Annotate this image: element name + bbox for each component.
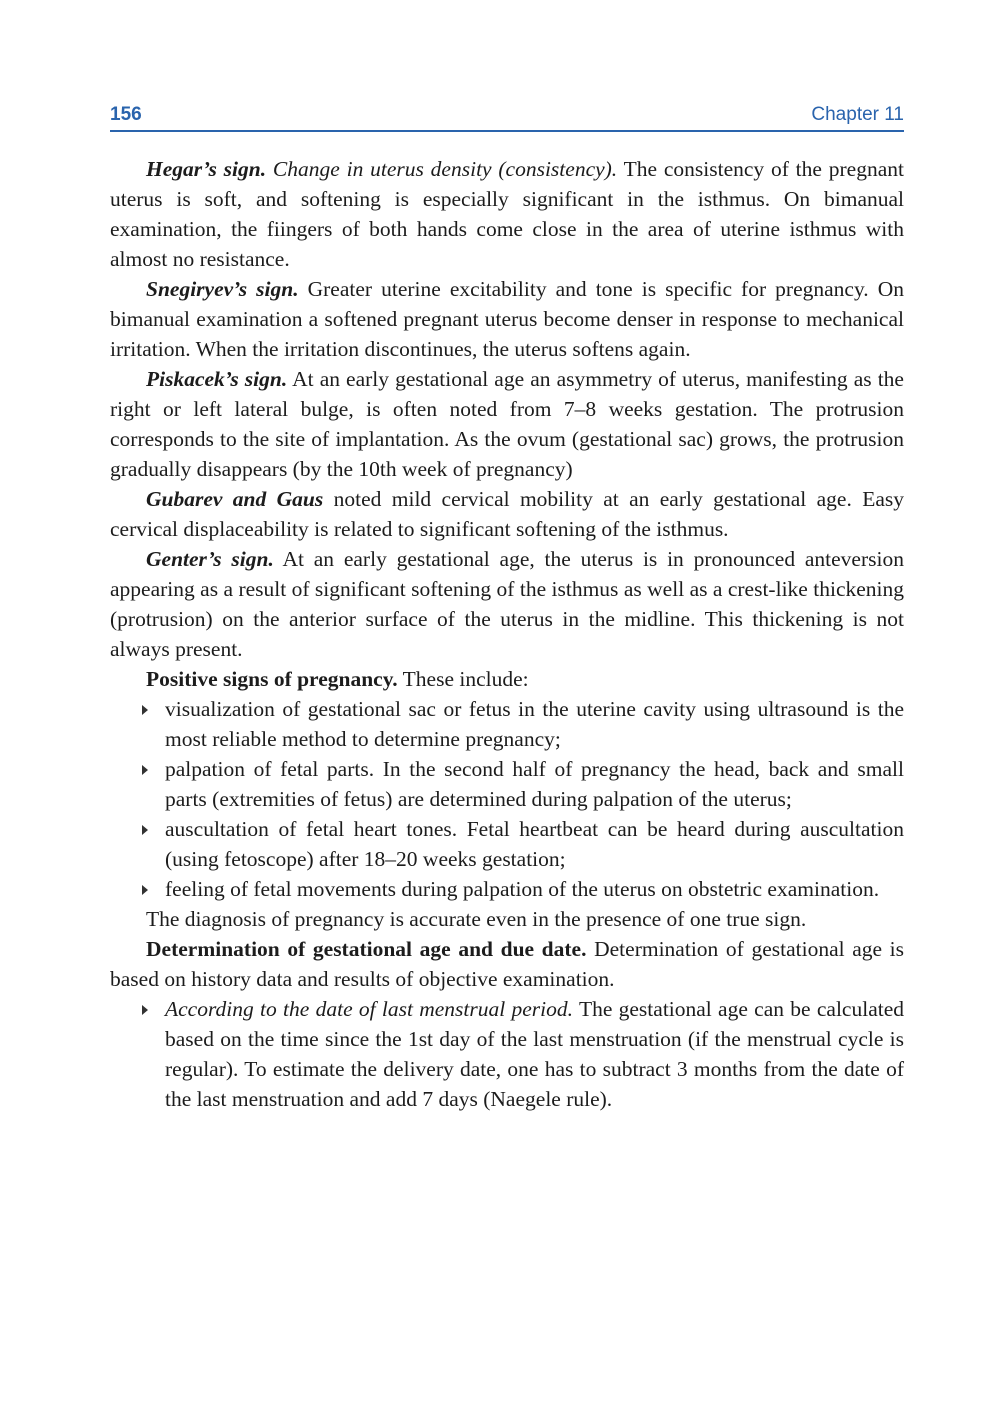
list-item: [165, 874, 904, 904]
text-determination: Determination of gestational age is based on history data and results of objective examination.: [110, 937, 905, 991]
list-item: [165, 994, 904, 1114]
text-hegar-sign: The consistency of the pregnant uterus is soft, and softening is especially significant in the isthmus. On bimanual examination, the fiingers of both hands come close in the area of uterine isthmus with almost no resistance.: [110, 157, 904, 271]
gestational-age-methods-list: [110, 994, 904, 1114]
list-item-text: palpation of fetal parts. In the second half of pregnancy the head, back and small parts (extremities of fetus) are determined during palpation of the uterus;: [165, 757, 904, 811]
term-snegiryev-sign: Snegiryev’s sign.: [146, 277, 299, 301]
paragraph-piskacek-sign: [110, 364, 904, 484]
text-positive-signs: These include:: [402, 667, 529, 691]
triangle-bullet-icon: [142, 765, 148, 775]
text-genter-sign: At an early gestational age, the uterus is in pronounced anteversion appearing as a result of significant softening of the isthmus as well as a crest-like thickening (protrusion) on the anterior surface of the uterus in the midline. This thickening is not always present.: [110, 547, 904, 661]
positive-signs-list: [110, 694, 904, 904]
paragraph-gubarev-gaus: [110, 484, 904, 544]
term-genter-sign: Genter’s sign.: [146, 547, 274, 571]
paragraph-positive-signs: [110, 664, 904, 694]
list-item: [165, 754, 904, 814]
heading-positive-signs: Positive signs of pregnancy.: [146, 667, 398, 691]
subtitle-hegar-sign: Change in uterus density (consistency).: [272, 157, 618, 181]
triangle-bullet-icon: [142, 1005, 148, 1015]
list-item: [165, 694, 904, 754]
term-piskacek-sign: Piskacek’s sign.: [146, 367, 288, 391]
text-snegiryev-sign: Greater uterine excitability and tone is specific for pregnancy. On bimanual examination a softened pregnant uterus become denser in response to mechanical irritation. When the irritation discontinues, the uterus softens again.: [110, 277, 904, 361]
running-header: [110, 100, 904, 132]
paragraph-determination: [110, 934, 904, 994]
triangle-bullet-icon: [142, 885, 148, 895]
paragraph-diagnosis: The diagnosis of pregnancy is accurate even in the presence of one true sign.: [146, 907, 807, 931]
list-item-emphasis: According to the date of last menstrual period.: [165, 997, 574, 1021]
text-piskacek-sign: At an early gestational age an asymmetry of uterus, manifesting as the right or left lateral bulge, is often noted from 7–8 weeks gestation. The protrusion corresponds to the site of implantation. As the ovum (gestational sac) grows, the protrusion gradually disappears (by the 10th week of pregnancy): [110, 367, 904, 481]
chapter-label: Chapter 11: [811, 104, 904, 125]
paragraph-snegiryev-sign: [110, 274, 904, 364]
page-body: [110, 154, 904, 1114]
list-item: [165, 814, 904, 874]
list-item-text: auscultation of fetal heart tones. Fetal heartbeat can be heard during auscultation (using fetoscope) after 18–20 weeks gestation;: [165, 817, 904, 871]
triangle-bullet-icon: [142, 705, 148, 715]
list-item-text: visualization of gestational sac or fetus in the uterine cavity using ultrasound is the most reliable method to determine pregnancy;: [165, 697, 904, 751]
paragraph-hegar-sign: [110, 154, 904, 274]
term-gubarev-gaus: Gubarev and Gaus: [146, 487, 324, 511]
text-gubarev-gaus: noted mild cervical mobility at an early gestational age. Easy cervical displaceability is related to significant softening of the isthmus.: [110, 487, 904, 541]
list-item-text: The gestational age can be calculated based on the time since the 1st day of the last menstruation (if the menstrual cycle is regular). To estimate the delivery date, one has to subtract 3 months from the date of the last menstruation and add 7 days (Naegele rule).: [165, 997, 904, 1111]
paragraph-genter-sign: [110, 544, 904, 664]
term-hegar-sign: Hegar’s sign.: [146, 157, 267, 181]
list-item-text: feeling of fetal movements during palpation of the uterus on obstetric examination.: [165, 877, 880, 901]
page-number: 156: [110, 104, 142, 125]
triangle-bullet-icon: [142, 825, 148, 835]
heading-determination: Determination of gestational age and due date.: [146, 937, 587, 961]
